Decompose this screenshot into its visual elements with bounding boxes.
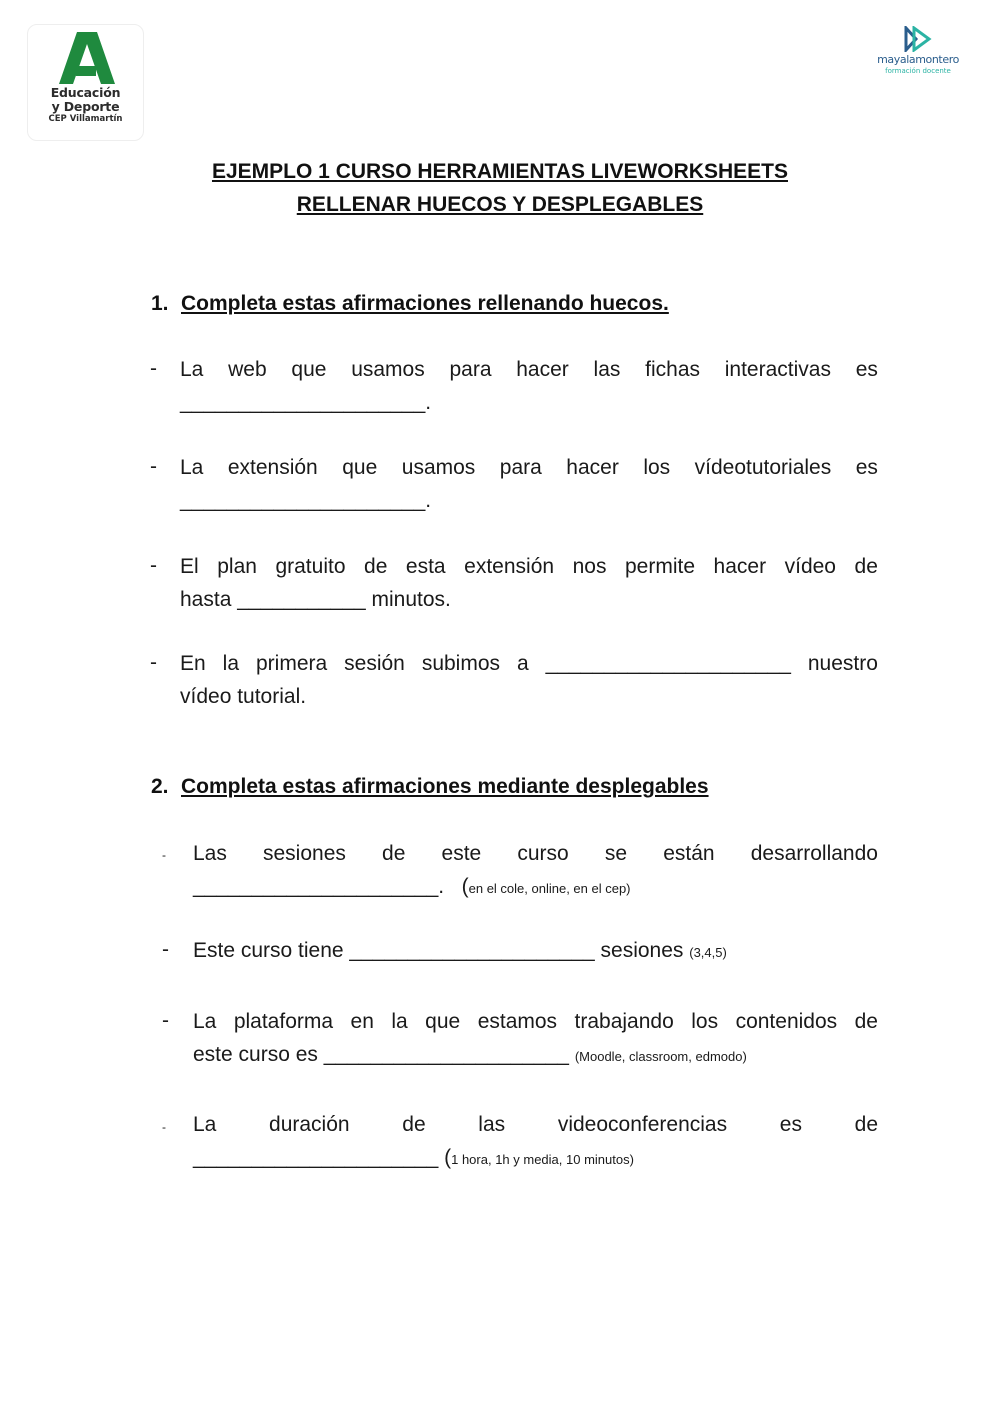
hint-paren: ( (461, 875, 469, 898)
section2-heading-text: Completa estas afirmaciones mediante desplegables (181, 775, 709, 798)
word: están (663, 842, 715, 865)
logo-right-line2: formación docente (885, 67, 951, 75)
list-item-s1-2 (180, 451, 878, 517)
item-line2 (193, 1038, 878, 1071)
word: de (364, 555, 388, 578)
logo-educacion-deporte (27, 24, 144, 141)
hint-paren: ( (444, 1146, 452, 1169)
item-text[interactable]: Este curso tiene _____________________ sesiones (193, 939, 690, 962)
word: en (350, 1010, 374, 1033)
word: hacer (516, 358, 569, 381)
word: interactivas (724, 358, 831, 381)
word: fichas (645, 358, 700, 381)
word: curso (517, 842, 569, 865)
list-bullet: - (150, 554, 157, 577)
word: los (643, 456, 671, 479)
word: hacer (713, 555, 767, 578)
word: contenidos (735, 1010, 838, 1033)
word: es (779, 1113, 802, 1136)
word: permite (624, 555, 696, 578)
word: web (228, 358, 267, 381)
list-item-s2-1 (193, 837, 878, 903)
item-line1 (193, 934, 878, 967)
item-line2 (193, 1141, 878, 1174)
list-item-s2-3 (193, 1005, 878, 1071)
word: La (193, 1113, 217, 1136)
word: Las (193, 842, 227, 865)
item-line2: vídeo tutorial. (180, 685, 307, 708)
options-hint: (Moodle, classroom, edmodo) (574, 1049, 747, 1064)
list-item-s1-4 (180, 647, 878, 713)
logo-left-line3: CEP Villamartín (48, 114, 123, 124)
word: es (855, 456, 878, 479)
word: gratuito (275, 555, 346, 578)
word: las (478, 1113, 506, 1136)
word: la (391, 1010, 408, 1033)
word: duración (269, 1113, 350, 1136)
logo-left-line1: Educación (50, 85, 121, 100)
word: a (516, 652, 529, 675)
word: sesión (344, 652, 405, 675)
word: que (425, 1010, 461, 1033)
word: de (382, 842, 406, 865)
section1-heading (151, 292, 669, 316)
dropdown-blank[interactable]: _____________________. (193, 875, 445, 898)
options-hint: 1 hora, 1h y media, 10 minutos) (451, 1152, 634, 1167)
word: primera (255, 652, 328, 675)
word: trabajando (574, 1010, 674, 1033)
word: las (593, 358, 621, 381)
list-bullet: - (150, 357, 157, 380)
word: es (855, 358, 878, 381)
word: para (499, 456, 542, 479)
list-bullet: - (162, 1120, 166, 1134)
section2-heading (151, 775, 709, 799)
section2-number: 2. (151, 775, 169, 798)
dropdown-blank[interactable]: este curso es _____________________ (193, 1043, 575, 1066)
item-line1 (180, 550, 878, 583)
document-title-line2: RELLENAR HUECOS Y DESPLEGABLES (296, 193, 704, 216)
word: para (449, 358, 492, 381)
word: los (691, 1010, 719, 1033)
options-hint: (3,4,5) (689, 945, 727, 960)
document-title-line1: EJEMPLO 1 CURSO HERRAMIENTAS LIVEWORKSHEETS (211, 160, 788, 183)
word: nos (572, 555, 607, 578)
section1-number: 1. (151, 292, 169, 315)
word: sesiones (263, 842, 346, 865)
options-hint: en el cole, online, en el cep) (468, 881, 631, 896)
word: de (402, 1113, 426, 1136)
blank-answer-field[interactable]: _____________________. (180, 489, 432, 512)
blank-answer-field[interactable]: _____________________ (545, 652, 791, 675)
logo-left-line2: y Deporte (51, 99, 120, 114)
word: nuestro (807, 652, 878, 675)
list-item-s1-3 (180, 550, 878, 616)
list-bullet: - (150, 651, 157, 674)
item-line1 (193, 837, 878, 870)
list-bullet: - (162, 938, 169, 961)
list-bullet: - (162, 1009, 169, 1032)
word: la (222, 652, 240, 675)
word: usamos (351, 358, 425, 381)
word: se (604, 842, 628, 865)
word: videoconferencias (557, 1113, 728, 1136)
list-item-s2-4 (193, 1108, 878, 1174)
word: plan (217, 555, 257, 578)
word: La (180, 358, 204, 381)
word: estamos (477, 1010, 558, 1033)
blank-answer-field[interactable]: hasta ___________ minutos. (180, 588, 451, 611)
list-bullet: - (150, 455, 157, 478)
word: extensión (227, 456, 318, 479)
blank-answer-field[interactable]: _____________________. (180, 391, 432, 414)
list-item-s2-2 (193, 934, 878, 967)
junta-andalucia-a-icon (55, 30, 117, 86)
word: de (854, 1113, 878, 1136)
word: de (854, 1010, 878, 1033)
word: que (291, 358, 327, 381)
dropdown-blank[interactable]: _____________________ (193, 1146, 445, 1169)
play-logo-icon (904, 26, 932, 52)
word: desarrollando (750, 842, 878, 865)
word: vídeo (784, 555, 836, 578)
item-line1 (193, 1108, 878, 1141)
item-line1 (180, 353, 878, 386)
word: hacer (566, 456, 619, 479)
item-line1 (180, 451, 878, 484)
list-bullet: - (162, 848, 166, 862)
item-line1 (180, 647, 878, 680)
word: plataforma (233, 1010, 334, 1033)
word: subimos (421, 652, 501, 675)
word: La (180, 456, 204, 479)
item-line1 (193, 1005, 878, 1038)
word: vídeotutoriales (694, 456, 832, 479)
word: de (854, 555, 878, 578)
item-line2 (193, 870, 878, 903)
word: que (342, 456, 378, 479)
list-item-s1-1 (180, 353, 878, 419)
section1-heading-text: Completa estas afirmaciones rellenando huecos. (181, 292, 669, 315)
word: este (441, 842, 482, 865)
word: extensión (464, 555, 555, 578)
word: esta (405, 555, 446, 578)
word: El (180, 555, 199, 578)
logo-mayalamontero (868, 24, 968, 84)
word: usamos (401, 456, 476, 479)
word: En (180, 652, 206, 675)
word: La (193, 1010, 217, 1033)
logo-right-line1: mayalamontero (877, 53, 959, 66)
